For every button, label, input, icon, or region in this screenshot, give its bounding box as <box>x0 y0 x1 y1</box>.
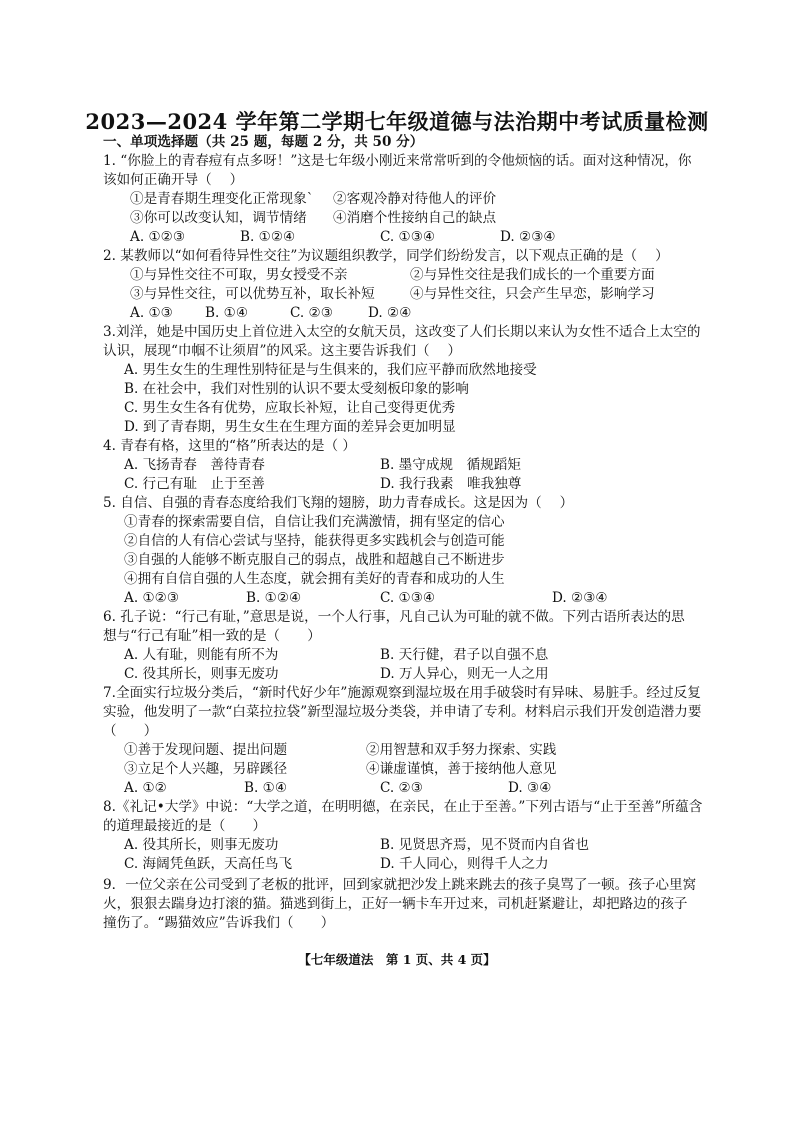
q5-statement-1: ①青春的探索需要自信，自信让我们充满激情，拥有坚定的信心 <box>124 514 505 530</box>
q8-stem-line2: 的道理最接近的是（ ） <box>103 818 267 834</box>
q6-option-b: B. 天行健，君子以自强不息 <box>380 647 549 663</box>
q1-option-b: B. ①②④ <box>240 229 296 245</box>
q1-stem-line1: 1. “你脸上的青春痘有点多呀！”这是七年级小刚近来常常听到的令他烦恼的话。面对这种情况，你 <box>103 153 692 169</box>
q2-statement-1: ①与异性交往不可取，男女授受不亲 <box>130 267 348 283</box>
q1-option-d: D. ②③④ <box>500 229 556 245</box>
q8-stem-line1: 8.《礼记•大学》中说：“大学之道，在明明德，在亲民，在止于至善。”下列古语与“止于至善”所蕴含 <box>103 799 703 815</box>
q6-option-d: D. 万人异心，则无一人之用 <box>380 666 549 682</box>
q8-option-c: C. 海阔凭鱼跃，天高任鸟飞 <box>124 856 293 872</box>
q3-stem-line1: 3.刘洋，她是中国历史上首位进入太空的女航天员，这改变了人们长期以来认为女性不适合上太空的 <box>103 324 701 340</box>
q5-statement-3: ③自强的人能够不断克服自己的弱点，战胜和超越自己不断进步 <box>124 552 505 568</box>
q9-stem-line3: 撞伤了。“踢猫效应”告诉我们（ ） <box>103 915 335 931</box>
q3-option-b: B. 在社会中，我们对性别的认识不要太受刻板印象的影响 <box>124 381 469 397</box>
q1-statement-3: ③你可以改变认知，调节情绪 <box>130 210 307 226</box>
q9-stem-line2: 火，狠狠去踹身边打滚的猫。猫逃到街上，正好一辆卡车开过来，司机赶紧避让，却把路边的孩子 <box>103 896 688 912</box>
q7-statement-4: ④谦虚谨慎，善于接纳他人意见 <box>366 761 557 777</box>
q7-stem-line2: 实验，他发明了一款“白菜拉拉袋”新型湿垃圾分类袋，并申请了专利。材料启示我们开发创造潜力要 <box>103 704 702 720</box>
q6-option-c: C. 役其所长，则事无废功 <box>124 666 279 682</box>
q5-option-a: A. ①②③ <box>124 590 180 606</box>
q7-option-d: D. ③④ <box>508 780 552 796</box>
exam-title: 2023—2024 学年第二学期七年级道德与法治期中考试质量检测 <box>85 109 709 134</box>
q8-option-b: B. 见贤思齐焉，见不贤而内自省也 <box>380 837 589 853</box>
q7-statement-3: ③立足个人兴趣，另辟蹊径 <box>124 761 288 777</box>
q5-stem-line1: 5. 自信、自强的青春态度给我们飞翔的翅膀，助力青春成长。这是因为（ ） <box>103 495 574 511</box>
q4-option-a: A. 飞扬青春 善待青春 <box>124 457 265 473</box>
q2-option-d: D. ②④ <box>368 305 412 321</box>
q7-option-c: C. ②③ <box>380 780 423 796</box>
q5-option-b: B. ①②④ <box>246 590 302 606</box>
q4-option-c: C. 行己有耻 止于至善 <box>124 476 265 492</box>
q2-statement-4: ④与异性交往，只会产生早恋，影响学习 <box>410 286 655 302</box>
q5-option-c: C. ①③④ <box>380 590 436 606</box>
q2-statement-2: ②与异性交往是我们成长的一个重要方面 <box>410 267 655 283</box>
q2-option-b: B. ①④ <box>205 305 249 321</box>
q3-stem-line2: 认识，展现“巾帼不让须眉”的风采。这主要告诉我们（ ） <box>103 343 462 359</box>
q1-statement-2: ②客观冷静对待他人的评价 <box>333 191 497 207</box>
section-heading: 一、单项选择题（共 25 题，每题 2 分，共 50 分） <box>103 134 424 150</box>
q1-statement-4: ④消磨个性接纳自己的缺点 <box>333 210 497 226</box>
q7-option-b: B. ①④ <box>244 780 288 796</box>
q7-statement-2: ②用智慧和双手努力探索、实践 <box>366 742 557 758</box>
q4-option-b: B. 墨守成规 循规蹈矩 <box>380 457 521 473</box>
page-footer: 【七年级道法 第 1 页、共 4 页】 <box>298 952 496 967</box>
q7-statement-1: ①善于发现问题、提出问题 <box>124 742 288 758</box>
q1-option-c: C. ①③④ <box>380 229 436 245</box>
q2-stem-line1: 2. 某教师以“如何看待异性交往”为议题组织教学，同学们纷纷发言，以下观点正确的是（ ） <box>103 248 669 264</box>
q5-statement-4: ④拥有自信自强的人生态度，就会拥有美好的青春和成功的人生 <box>124 571 505 587</box>
q3-option-d: D. 到了青春期，男生女生在生理方面的差异会更加明显 <box>124 419 456 435</box>
q2-option-c: C. ②③ <box>290 305 333 321</box>
q1-option-a: A. ①②③ <box>130 229 186 245</box>
q3-option-a: A. 男生女生的生理性别特征是与生俱来的，我们应平静而欣然地接受 <box>124 362 537 378</box>
q7-stem-line3: （ ） <box>103 723 158 739</box>
q1-stem-line2: 该如何正确开导（ ） <box>103 172 244 188</box>
q8-option-a: A. 役其所长，则事无废功 <box>124 837 279 853</box>
q7-option-a: A. ①② <box>124 780 167 796</box>
q7-stem-line1: 7.全面实行垃圾分类后，“新时代好少年”施源观察到湿垃圾在用手破袋时有异味、易脏手。经过反复 <box>103 685 701 701</box>
q8-option-d: D. 千人同心，则得千人之力 <box>380 856 549 872</box>
q4-stem-line1: 4. 青春有格，这里的“格”所表达的是（ ） <box>103 438 357 454</box>
q5-statement-2: ②自信的人有信心尝试与坚持，能获得更多实践机会与创造可能 <box>124 533 505 549</box>
q4-option-d: D. 我行我素 唯我独尊 <box>380 476 522 492</box>
q6-stem-line2: 想与“行己有耻”相一致的是（ ） <box>103 628 321 644</box>
q1-statement-1: ①是青春期生理变化正常现象` <box>130 191 314 207</box>
q6-stem-line1: 6. 孔子说：“行己有耻，”意思是说，一个人行事，凡自己认为可耻的就不做。下列古语所表达的思 <box>103 609 685 625</box>
q9-stem-line1: 9．一位父亲在公司受到了老板的批评，回到家就把沙发上跳来跳去的孩子臭骂了一顿。孩子心里窝 <box>103 877 697 893</box>
q2-statement-3: ③与异性交往，可以优势互补，取长补短 <box>130 286 375 302</box>
q2-option-a: A. ①③ <box>130 305 173 321</box>
q5-option-d: D. ②③④ <box>552 590 608 606</box>
q3-option-c: C. 男生女生各有优势，应取长补短，让自己变得更优秀 <box>124 400 456 416</box>
q6-option-a: A. 人有耻，则能有所不为 <box>124 647 279 663</box>
